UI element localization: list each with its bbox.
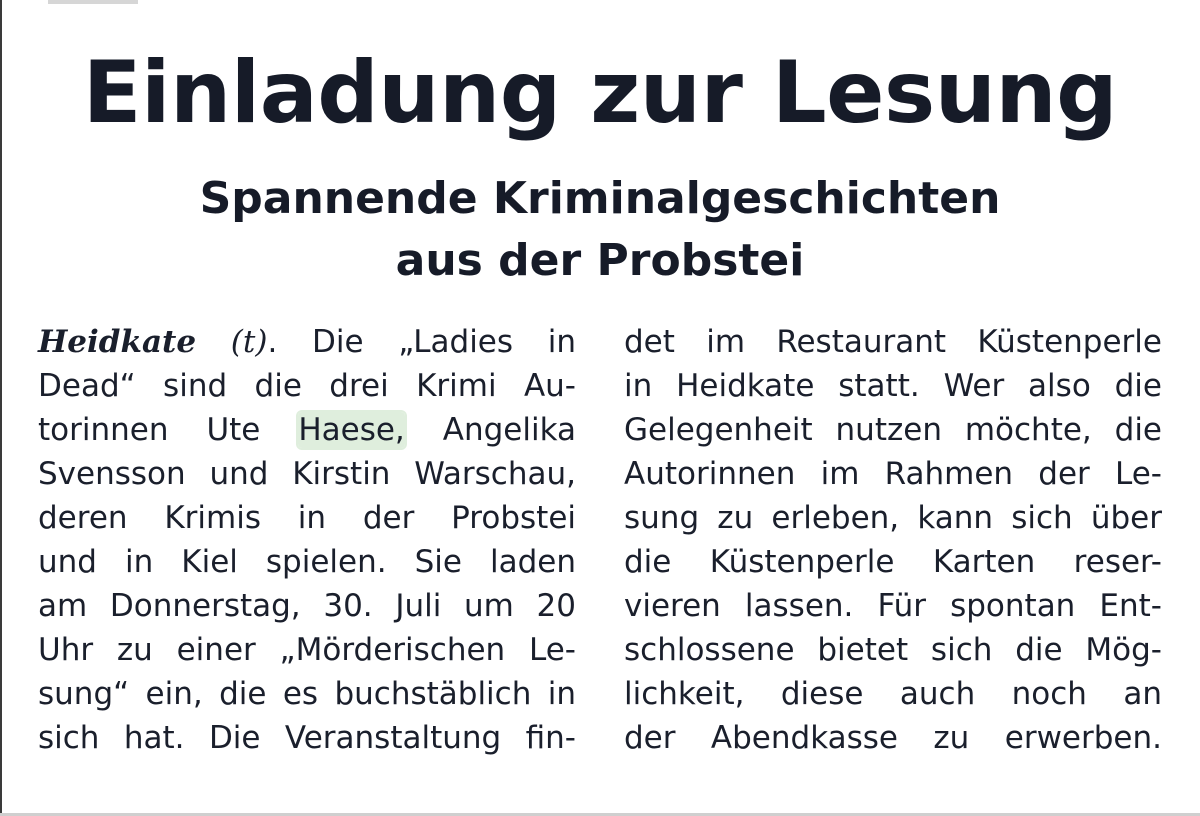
subheadline	[0, 168, 1200, 292]
right-line-1: det im Restaurant Küstenperle	[624, 324, 1162, 360]
right-line-3: Gelegenheit nutzen möchte, die	[624, 412, 1162, 448]
left-line-9: sung“ ein, die es buchstäblich in	[38, 676, 576, 712]
left-line-10: sich hat. Die Veranstaltung fin-	[38, 720, 576, 756]
right-line-2: in Heidkate statt. Wer also die	[624, 368, 1162, 404]
left-line-1	[38, 320, 576, 364]
left-line-3-start: torinnen Ute	[38, 412, 299, 448]
right-line-10: der Abendkasse zu erwerben.	[624, 720, 1162, 756]
left-line-7: am Donnerstag, 30. Juli um 20	[38, 588, 576, 624]
author-code: (t)	[230, 324, 268, 360]
highlighted-name: Haese,	[298, 412, 405, 448]
right-line-8: schlossene bietet sich die Mög-	[624, 632, 1162, 668]
left-line-2: Dead“ sind die drei Krimi Au-	[38, 368, 576, 404]
left-line-8: Uhr zu einer „Mörderischen Le-	[38, 632, 576, 668]
right-line-6: die Küstenperle Karten reser-	[624, 544, 1162, 580]
right-line-5: sung zu erleben, kann sich über	[624, 500, 1162, 536]
article-column-right	[624, 320, 1162, 760]
right-line-7: vieren lassen. Für spontan Ent-	[624, 588, 1162, 624]
right-line-9: lichkeit, diese auch noch an	[624, 676, 1162, 712]
subheadline-line-2: aus der Probstei	[395, 235, 805, 286]
headline: Einladung zur Lesung	[82, 43, 1118, 143]
left-line-4: Svensson und Kirstin Warschau,	[38, 456, 576, 492]
subheadline-line-1: Spannende Kriminalgeschichten	[199, 173, 1001, 224]
dateline: Heidkate	[38, 324, 197, 360]
article-column-left	[38, 320, 576, 760]
left-line-5: deren Krimis in der Probstei	[38, 500, 576, 536]
left-line-3	[38, 408, 576, 452]
right-line-4: Autorinnen im Rahmen der Le-	[624, 456, 1162, 492]
left-line-1-text: . Die „Ladies in	[267, 324, 576, 360]
left-line-3-end: Angelika	[404, 412, 576, 448]
clipping-top-mark	[48, 0, 138, 4]
left-line-6: und in Kiel spielen. Sie laden	[38, 544, 576, 580]
